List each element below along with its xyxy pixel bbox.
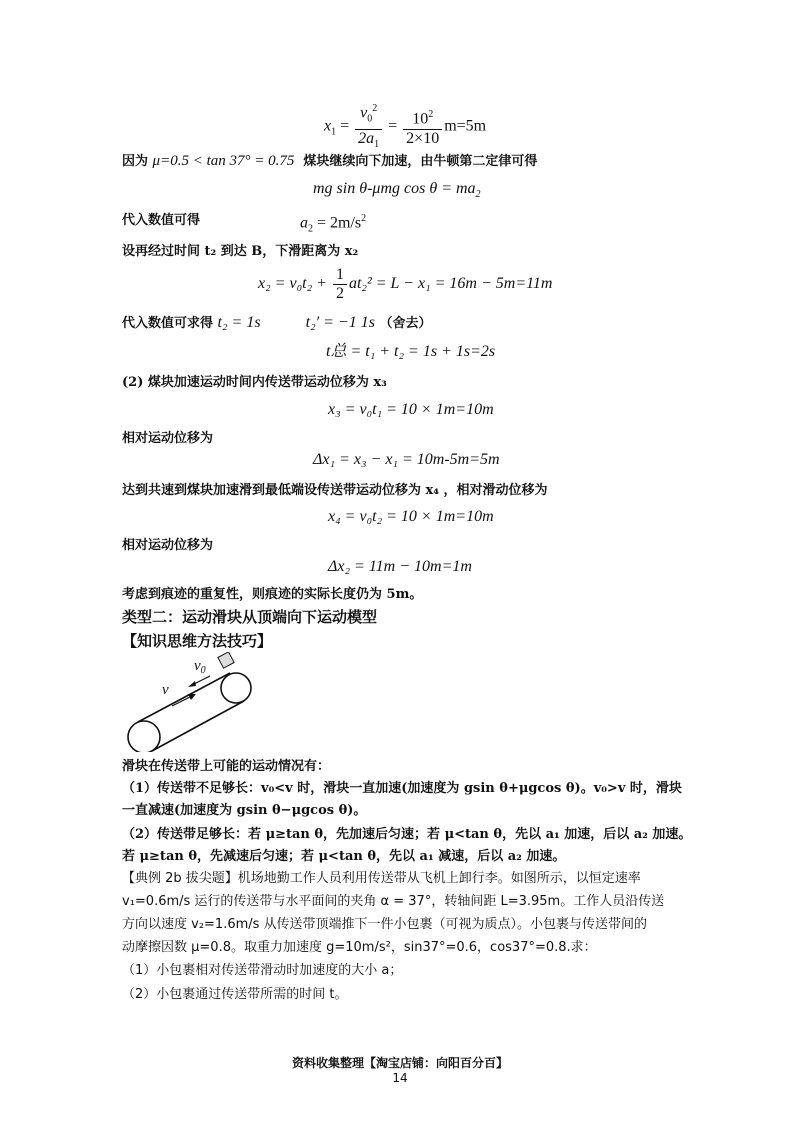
example-question-2: （2）小包裹通过传送带所需的时间 t。 xyxy=(122,987,348,1002)
label-v: v xyxy=(162,682,169,698)
page-number: 14 xyxy=(392,1071,408,1085)
solve-label: 代入数值可求得 xyxy=(122,316,214,331)
upper-roller xyxy=(221,673,251,703)
example-line-4: 动摩擦因数 μ=0.8。取重力加速度 g=10m/s²，sin37°=0.6，cos37°=0.8.求： xyxy=(122,940,597,955)
line-cases: 滑块在传送带上可能的运动情况有： xyxy=(122,759,331,774)
frac1-num: v xyxy=(360,104,368,122)
slider-block xyxy=(218,652,234,668)
line-a2 xyxy=(122,212,367,235)
line-trace: 考虑到痕迹的重复性，则痕迹的实际长度仍为 5m。 xyxy=(122,587,423,602)
a2-math: $a_2 = 2m/s^2$ xyxy=(300,213,367,235)
example-line-1: 【典例 2b 拔尖题】机场地勤工作人员利用传送带从飞机上卸行李。如图所示，以恒定速率 xyxy=(122,871,641,886)
mu-math: μ=0.5 < tan 37° = 0.75 xyxy=(152,153,295,169)
equation-dx2: Δx₂ = 11m − 10m=1m xyxy=(328,558,472,575)
solve-note: （舍去） xyxy=(379,316,432,331)
heading-method: 【知识思维方法技巧】 xyxy=(122,632,273,650)
equation-dx1: Δx₁ = x₃ − x₁ = 10m-5m=5m xyxy=(313,451,500,468)
equation-total-time: t总 = t₁ + t₂ = 1s + 1s=2s xyxy=(326,343,496,360)
eq-x1-lhs: x xyxy=(324,117,332,135)
eq-newton-main: mg sin θ-μmg cos θ = ma xyxy=(313,180,476,197)
case1-line-b: 一直减速(加速度为 gsin θ−μgcos θ)。 xyxy=(122,803,367,818)
example-line-2: v₁=0.6m/s 运行的传送带与水平面间的夹角 α = 37°，转轴间距 L=3.95m。工作人员沿传送 xyxy=(122,894,665,909)
frac1-num-sup: 2 xyxy=(372,103,378,114)
line-mu-condition xyxy=(122,152,537,171)
eq-x1-lhs-sub: 1 xyxy=(331,126,337,138)
line-solve-t2 xyxy=(122,314,432,333)
frac1-den: 2a xyxy=(358,129,375,147)
eq-x2-left: x₂ = v₀t₂ + xyxy=(258,275,327,293)
solve-m2: t₂′ = −1 1s xyxy=(305,314,375,331)
label-v0: $v_0$ xyxy=(194,658,206,676)
eq-x1-rhs: m=5m xyxy=(444,117,487,135)
mu-text: 煤块继续向下加速，由牛顿第二定律可得 xyxy=(303,154,538,169)
equation-x1: $x_1$ = $\frac{v_0^2}{2a_1}$ = $\frac{10^2}{2\times 10}$ m=5m xyxy=(324,100,486,154)
case1-line-a: （1）传送带不足够长：v₀<v 时，滑块一直加速(加速度为 gsin θ+μgcos θ)。v₀>v 时，滑块 xyxy=(122,781,682,796)
example-question-1: （1）小包裹相对传送带滑动时加速度的大小 a； xyxy=(122,963,403,978)
case2-line-a: （2）传送带足够长：若 μ≥tan θ，先加速后匀速；若 μ<tan θ，先以 a₁ 加速，后以 a₂ 加速。 xyxy=(122,827,692,842)
footer-source: 资料收集整理【淘宝店铺：向阳百分百】 xyxy=(291,1056,508,1070)
frac2-den: 2×10 xyxy=(406,129,440,147)
eq-x2-right: at₂² = L − x₁ = 16m − 5m=11m xyxy=(348,275,553,293)
conveyor-diagram xyxy=(122,652,282,752)
frac2-num: 10 xyxy=(412,110,429,128)
equation-x2 xyxy=(258,266,552,303)
belt-bottom xyxy=(152,701,244,751)
a2-label: 代入数值可得 xyxy=(122,213,201,228)
case2-line-b: 若 μ≥tan θ，先减速后匀速；若 μ<tan θ，先以 a₁ 减速，后以 a₂ 加速。 xyxy=(122,849,566,864)
equation-x3: x₃ = v₀t₁ = 10 × 1m=10m xyxy=(328,401,494,418)
v0-arrowhead xyxy=(188,681,196,687)
lower-roller xyxy=(128,721,160,752)
fraction-10sq xyxy=(403,106,442,147)
line-relative-2: 相对运动位移为 xyxy=(122,538,214,553)
v-arrow xyxy=(172,696,192,706)
belt-top xyxy=(138,673,230,722)
line-t2-def: 设再经过时间 t₂ 到达 B，下滑距离为 x₂ xyxy=(122,244,359,259)
fraction-half: $\frac{1}{2}$ xyxy=(333,266,347,303)
line-shared-speed: 达到共速到煤块加速滑到最低端设传送带运动位移为 x₄ ，相对滑动位移为 xyxy=(122,483,548,498)
fraction-v0sq xyxy=(355,100,382,154)
equation-newton xyxy=(313,179,481,205)
line-q2: (2) 煤块加速运动时间内传送带运动位移为 x₃ xyxy=(122,375,387,390)
mu-prefix: 因为 xyxy=(122,154,149,169)
solve-m1: t₂ = 1s xyxy=(217,314,261,331)
eq-newton-sub: 2 xyxy=(475,189,481,201)
frac1-den-sub: 1 xyxy=(374,138,380,150)
frac1-num-sub: 0 xyxy=(367,113,373,125)
equation-x4: x₄ = v₀t₂ = 10 × 1m=10m xyxy=(328,508,494,525)
heading-type2: 类型二：运动滑块从顶端向下运动模型 xyxy=(122,608,378,626)
frac2-num-sup: 2 xyxy=(428,109,434,121)
line-relative-1: 相对运动位移为 xyxy=(122,431,214,446)
example-line-3: 方向以速度 v₂=1.6m/s 从传送带顶端推下一件小包裹（可视为质点）。小包裹与传送带间的 xyxy=(122,917,648,932)
